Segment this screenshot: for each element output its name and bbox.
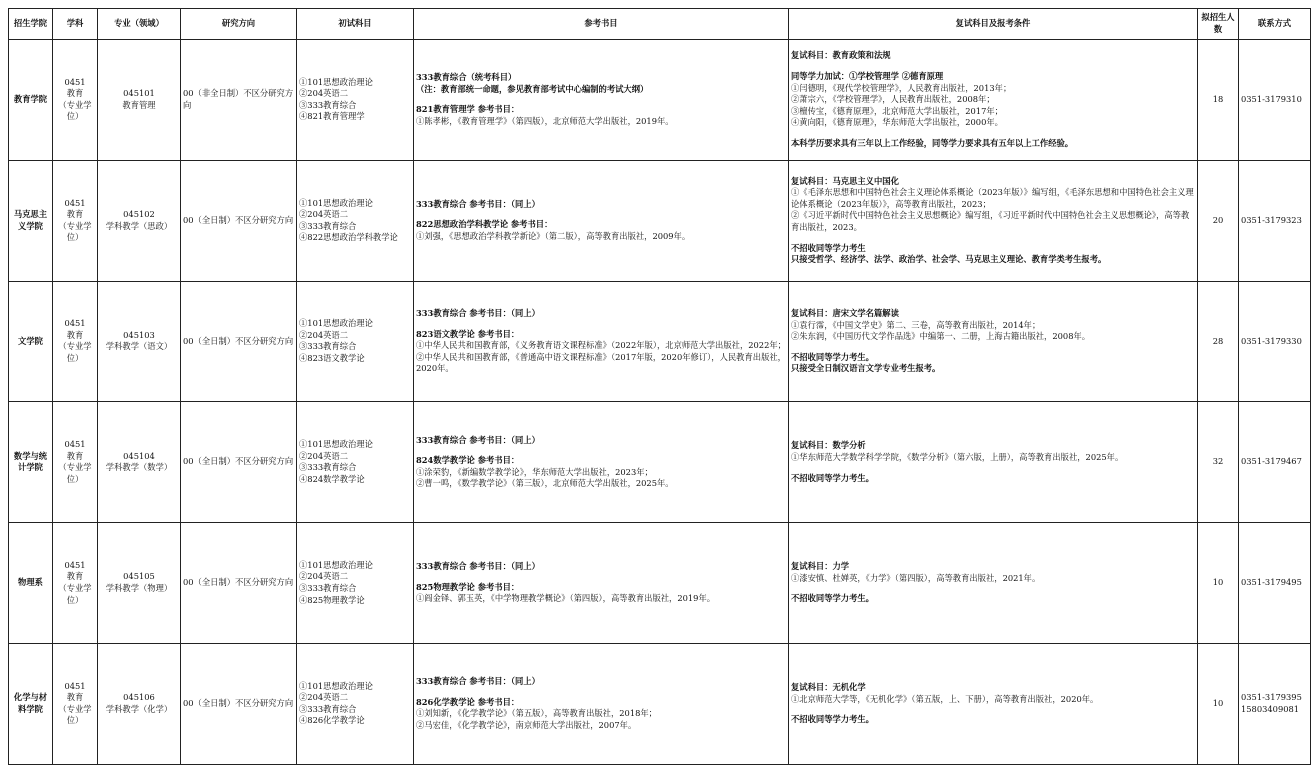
direction-cell: 00（全日制）不区分研究方向 <box>181 402 297 523</box>
subject-line: （专业学 <box>58 583 92 594</box>
direction-cell: 00（全日制）不区分研究方向 <box>181 281 297 402</box>
requirement-line: ①漆安慎、杜婵英，《力学》（第四版），高等教育出版社，2021年。 <box>791 572 1041 583</box>
requirement-line: ②萧宗六，《学校管理学》，人民教育出版社，2008年； <box>791 94 995 105</box>
major-line: 045102 <box>123 209 155 220</box>
subject-cell <box>53 40 98 161</box>
exams-cell <box>297 160 414 281</box>
exam-line: ③333教育综合 <box>299 220 357 231</box>
reference-heading: 333教育综合 参考书目：（同上） <box>416 308 540 318</box>
subject-line: 教育 <box>66 329 84 340</box>
reference-line: ②曹一鸣，《数学教学论》（第三版），北京师范大学出版社，2025年。 <box>416 478 674 489</box>
exam-line: ④825物理教学论 <box>299 594 365 605</box>
requirement-heading: 复试科目：无机化学 <box>791 681 866 692</box>
requirements-cell <box>789 523 1198 644</box>
requirement-heading: 复试科目：教育政策和法规 <box>791 50 891 61</box>
reference-heading: 825物理教学论 参考书目： <box>416 581 520 592</box>
header-contact: 联系方式 <box>1239 9 1311 40</box>
exam-line: ④826化学教学论 <box>299 715 365 726</box>
requirement-line: ②朱东润，《中国历代文学作品选》中编第一、二册，上海古籍出版社，2008年。 <box>791 331 1091 342</box>
reference-heading: 333教育综合 参考书目：（同上） <box>416 434 540 445</box>
requirement-heading: 复试科目：马克思主义中国化 <box>791 175 899 186</box>
exam-line: ①101思想政治理论 <box>299 439 373 450</box>
reference-heading: 824数学教学论 参考书目： <box>416 455 520 466</box>
subject-line: 教育 <box>66 450 84 461</box>
requirement-line: ①北京师范大学等，《无机化学》（第五版，上、下册），高等教育出版社，2020年。 <box>791 693 1099 704</box>
reference-line: ①刘强，《思想政治学科教学新论》（第二版），高等教育出版社，2009年。 <box>416 230 691 241</box>
subject-line: 0451 <box>64 197 86 208</box>
subject-cell <box>53 281 98 402</box>
contact-cell <box>1239 160 1311 281</box>
exams-cell <box>297 281 414 402</box>
requirement-heading: 同等学力加试：①学校管理学 ②德育原理 <box>791 70 944 81</box>
count-cell: 10 <box>1198 523 1239 644</box>
condition-line: 只接受哲学、经济学、法学、政治学、社会学、马克思主义理论、教育学类考生报考。 <box>791 254 1107 265</box>
requirement-line: ④黄向阳，《德育原理》，华东师范大学出版社，2000年。 <box>791 117 1003 128</box>
exams-cell <box>297 40 414 161</box>
count-cell: 18 <box>1198 40 1239 161</box>
exam-line: ②204英语二 <box>299 450 349 461</box>
requirements-cell <box>789 402 1198 523</box>
reference-heading: 823语文教学论 参考书目： <box>416 328 520 339</box>
college-cell: 化学与材料学院 <box>9 643 53 764</box>
condition-line: 不招收同等学力考生。 <box>791 714 874 725</box>
requirements-cell <box>789 160 1198 281</box>
major-line: 教育管理 <box>122 99 156 110</box>
subject-line: 0451 <box>64 439 86 450</box>
exam-line: ①101思想政治理论 <box>299 197 373 208</box>
subject-line: 教育 <box>66 692 84 703</box>
major-line: 学科教学（思政） <box>105 220 173 231</box>
major-cell <box>98 160 181 281</box>
header-requirements: 复试科目及报考条件 <box>789 9 1198 40</box>
subject-line: 位） <box>66 715 84 726</box>
exam-line: ②204英语二 <box>299 692 349 703</box>
reference-line: ②马宏佳，《化学教学论》，南京师范大学出版社，2007年。 <box>416 719 637 730</box>
exam-line: ②204英语二 <box>299 209 349 220</box>
exam-line: ②204英语二 <box>299 329 349 340</box>
header-subject: 学科 <box>53 9 98 40</box>
reference-heading: 821教育管理学 参考书目： <box>416 104 520 115</box>
major-cell <box>98 281 181 402</box>
major-line: 学科教学（语文） <box>105 341 173 352</box>
references-cell <box>414 402 789 523</box>
contact-cell <box>1239 281 1311 402</box>
requirements-cell <box>789 40 1198 161</box>
contact-line: 0351-3179395 <box>1241 692 1302 703</box>
table-row <box>9 643 1311 764</box>
subject-line: 0451 <box>64 76 86 87</box>
subject-line: 位） <box>66 594 84 605</box>
exam-line: ①101思想政治理论 <box>299 559 373 570</box>
major-cell <box>98 523 181 644</box>
table-row <box>9 160 1311 281</box>
exam-line: ①101思想政治理论 <box>299 76 373 87</box>
condition-line: 只接受全日制汉语言文学专业考生报考。 <box>791 363 941 374</box>
subject-cell <box>53 160 98 281</box>
exams-cell <box>297 523 414 644</box>
exams-cell <box>297 643 414 764</box>
direction-cell: 00（全日制）不区分研究方向 <box>181 643 297 764</box>
condition-line: 不招收同等学力考生。 <box>791 472 874 483</box>
admission-table <box>8 8 1311 765</box>
contact-line: 0351-3179310 <box>1241 94 1302 105</box>
contact-line: 15803409081 <box>1241 703 1300 714</box>
exam-line: ④824数学教学论 <box>299 473 365 484</box>
requirement-line: ②《习近平新时代中国特色社会主义思想概论》编写组，《习近平新时代中国特色社会主义思想概论》，高等教育出版社，2023。 <box>791 210 1190 232</box>
requirement-line: ③檀传宝，《德育原理》，北京师范大学出版社，2017年； <box>791 105 1003 116</box>
exam-line: ③333教育综合 <box>299 341 357 352</box>
requirement-line: ①袁行霈，《中国文学史》第二、三卷，高等教育出版社，2014年； <box>791 319 1041 330</box>
count-cell: 10 <box>1198 643 1239 764</box>
college-cell: 文学院 <box>9 281 53 402</box>
references-cell <box>414 643 789 764</box>
requirement-heading: 复试科目：唐宋文学名篇解读 <box>791 308 899 318</box>
reference-line: （注：教育部统一命题，参见教育部考试中心编制的考试大纲） <box>416 83 649 94</box>
reference-line: ①阎金铎、郭玉英，《中学物理教学概论》（第四版），高等教育出版社，2019年。 <box>416 593 716 604</box>
header-references: 参考书目 <box>414 9 789 40</box>
direction-cell: 00（非全日制）不区分研究方向 <box>181 40 297 161</box>
contact-cell <box>1239 40 1311 161</box>
reference-heading: 333教育综合 参考书目：（同上） <box>416 561 540 572</box>
subject-line: 0451 <box>64 680 86 691</box>
subject-line: （专业学 <box>58 341 92 352</box>
reference-heading: 333教育综合 参考书目：（同上） <box>416 676 540 687</box>
contact-cell <box>1239 523 1311 644</box>
exam-line: ③333教育综合 <box>299 703 357 714</box>
table-row <box>9 402 1311 523</box>
reference-line: ①中华人民共和国教育部，《义务教育语文课程标准》（2022年版），北京师范大学出版社，2022年； <box>416 340 786 351</box>
subject-line: 位） <box>66 232 84 243</box>
count-cell: 28 <box>1198 281 1239 402</box>
condition-line: 不招收同等学力考生。 <box>791 593 874 604</box>
requirements-cell <box>789 643 1198 764</box>
major-line: 045103 <box>123 329 155 340</box>
subject-line: 位） <box>66 111 84 122</box>
requirement-heading: 复试科目：力学 <box>791 561 850 572</box>
subject-line: 位） <box>66 473 84 484</box>
requirements-cell <box>789 281 1198 402</box>
major-cell <box>98 643 181 764</box>
references-cell <box>414 281 789 402</box>
requirement-heading: 复试科目：数学分析 <box>791 440 866 451</box>
exam-line: ①101思想政治理论 <box>299 680 373 691</box>
condition-line: 本科学历要求具有三年以上工作经验，同等学力要求具有五年以上工作经验。 <box>791 137 1074 148</box>
subject-line: 教育 <box>66 209 84 220</box>
references-cell <box>414 160 789 281</box>
contact-cell <box>1239 643 1311 764</box>
contact-line: 0351-3179330 <box>1241 335 1302 346</box>
reference-heading: 333教育综合 参考书目：（同上） <box>416 198 540 209</box>
header-major: 专业（领域） <box>98 9 181 40</box>
subject-cell <box>53 643 98 764</box>
subject-line: 教育 <box>66 571 84 582</box>
college-cell: 教育学院 <box>9 40 53 161</box>
reference-line: ①刘知新，《化学教学论》（第五版），高等教育出版社，2018年； <box>416 708 657 719</box>
exam-line: ③333教育综合 <box>299 462 357 473</box>
requirement-line: ①闫德明，《现代学校管理学》，人民教育出版社，2013年； <box>791 82 1012 93</box>
college-cell: 马克思主义学院 <box>9 160 53 281</box>
major-line: 045106 <box>123 692 155 703</box>
college-cell: 数学与统计学院 <box>9 402 53 523</box>
major-cell <box>98 40 181 161</box>
direction-cell: 00（全日制）不区分研究方向 <box>181 160 297 281</box>
contact-line: 0351-3179495 <box>1241 577 1302 588</box>
direction-cell: 00（全日制）不区分研究方向 <box>181 523 297 644</box>
major-cell <box>98 402 181 523</box>
subject-line: （专业学 <box>58 220 92 231</box>
reference-heading: 826化学教学论 参考书目： <box>416 696 520 707</box>
exam-line: ④822思想政治学科教学论 <box>299 232 398 243</box>
count-cell: 20 <box>1198 160 1239 281</box>
table-body <box>9 40 1311 765</box>
reference-line: ①涂荣豹，《新编数学教学论》，华东师范大学出版社，2023年； <box>416 466 653 477</box>
major-line: 学科教学（数学） <box>105 462 173 473</box>
subject-cell <box>53 523 98 644</box>
condition-line: 不招收同等学力考生。 <box>791 351 874 362</box>
reference-heading: 333教育综合（统考科目） <box>416 72 517 83</box>
exams-cell <box>297 402 414 523</box>
exam-line: ④823语文教学论 <box>299 353 365 364</box>
contact-line: 0351-3179467 <box>1241 456 1302 467</box>
header-row <box>9 9 1311 40</box>
subject-line: （专业学 <box>58 99 92 110</box>
major-line: 045104 <box>123 450 155 461</box>
subject-line: 位） <box>66 353 84 364</box>
header-direction: 研究方向 <box>181 9 297 40</box>
major-line: 学科教学（物理） <box>105 583 173 594</box>
subject-line: 0451 <box>64 559 86 570</box>
header-college: 招生学院 <box>9 9 53 40</box>
exam-line: ③333教育综合 <box>299 99 357 110</box>
college-cell: 物理系 <box>9 523 53 644</box>
reference-line: ①陈孝彬，《教育管理学》（第四版），北京师范大学出版社，2019年。 <box>416 115 674 126</box>
count-cell: 32 <box>1198 402 1239 523</box>
reference-line: ②中华人民共和国教育部，《普通高中语文课程标准》（2017年版，2020年修订），人民教育出版社，2020年。 <box>416 351 786 374</box>
references-cell <box>414 523 789 644</box>
table-row <box>9 40 1311 161</box>
exam-line: ②204英语二 <box>299 571 349 582</box>
requirement-line: ①《毛泽东思想和中国特色社会主义理论体系概论（2023年版）》编写组，《毛泽东思想和中国特色社会主义理论体系概论（2023年版）》，高等教育出版社，2023； <box>791 187 1194 209</box>
contact-line: 0351-3179323 <box>1241 214 1302 225</box>
table-row <box>9 523 1311 644</box>
subject-line: 0451 <box>64 318 86 329</box>
subject-line: 教育 <box>66 88 84 99</box>
major-line: 学科教学（化学） <box>105 703 173 714</box>
contact-cell <box>1239 402 1311 523</box>
exam-line: ②204英语二 <box>299 88 349 99</box>
exam-line: ④821教育管理学 <box>299 111 365 122</box>
header-count: 拟招生人数 <box>1198 9 1239 40</box>
major-line: 045101 <box>123 88 155 99</box>
requirement-line: ①华东师范大学数学科学学院，《数学分析》（第六版，上册），高等教育出版社，2025年。 <box>791 451 1124 462</box>
reference-heading: 822思想政治学科教学论 参考书目： <box>416 219 553 230</box>
subject-cell <box>53 402 98 523</box>
exam-line: ①101思想政治理论 <box>299 318 373 329</box>
references-cell <box>414 40 789 161</box>
exam-line: ③333教育综合 <box>299 583 357 594</box>
table-row <box>9 281 1311 402</box>
header-exams: 初试科目 <box>297 9 414 40</box>
subject-line: （专业学 <box>58 703 92 714</box>
condition-line: 不招收同等学力考生 <box>791 242 866 253</box>
subject-line: （专业学 <box>58 462 92 473</box>
major-line: 045105 <box>123 571 155 582</box>
